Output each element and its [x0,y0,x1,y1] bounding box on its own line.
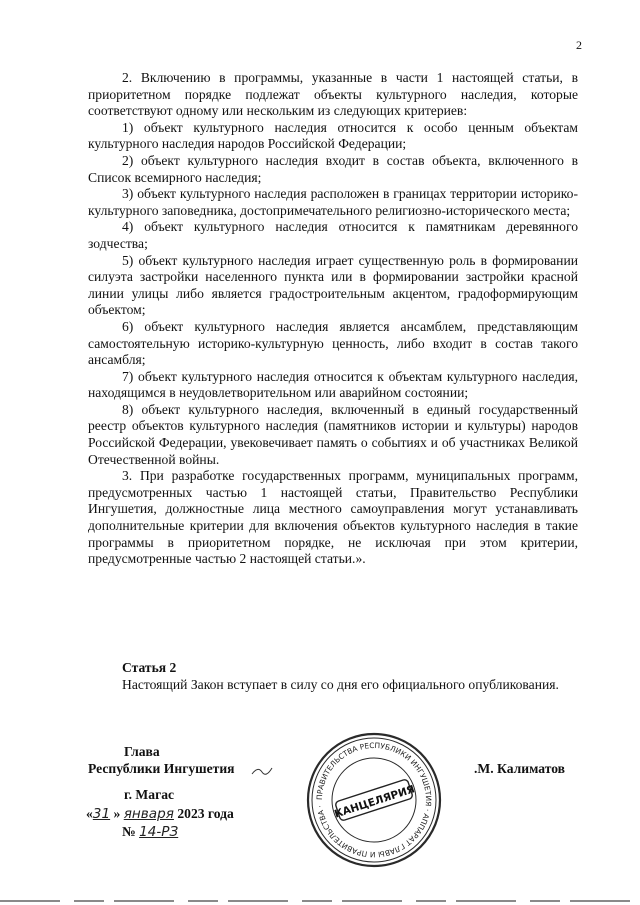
article-2-text: Настоящий Закон вступает в силу со дня его официального опубликования. [122,677,559,692]
criterion-2: 2) объект культурного наследия входит в состав объекта, включенного в Список всемирного наследия; [88,152,578,185]
seal-center-text: КАНЦЕЛЯРИЯ [332,783,417,821]
criterion-8: 8) объект культурного наследия, включенный в единый государственный реестр объектов культурного наследия (памятников истории и культуры) народов Российской Федерации, увековечивает память о событиях и об участниках Великой Отечественной войны. [88,401,578,467]
date-month-handwritten: января [123,806,174,822]
signatory-title-line-2: Республики Ингушетия [88,760,235,776]
date-year: 2023 года [177,806,234,821]
signatory-title-line-1: Глава [124,744,160,759]
criterion-7: 7) объект культурного наследия относится к объектам культурного наследия, находящимся в неудовлетворительном или аварийном состоянии; [88,368,578,401]
criterion-5: 5) объект культурного наследия играет существенную роль в формировании силуэта застройки населенного пункта или в формировании застройки красной линии улицы либо является градостроительным акцентом, градоформирующим объектом; [88,252,578,318]
footer-scan-rule [0,897,640,905]
paragraph-part-2: 2. Включению в программы, указанные в части 1 настоящей статьи, в приоритетном порядке подлежат объекты культурного наследия, которые соответствуют одному или нескольким из следующих критериев: [88,70,578,119]
signing-date [86,806,234,822]
signatory-name: .М. Калиматов [474,761,565,776]
law-number [122,824,178,840]
paragraph-part-3: 3. При разработке государственных программ, муниципальных программ, предусмотренных частью 1 настоящей статьи, Правительство Республики Ингушетия, должностные лица местного самоуправления могут устанавливать дополнительные критерии для включения объектов культурного наследия в такие программы в приоритетном порядке, не исключая при этом критерии, предусмотренные частью 2 настоящей статьи.». [88,468,578,567]
article-2-heading: Статья 2 [122,660,177,675]
criterion-1: 1) объект культурного наследия относится к особо ценным объектам культурного наследия народов Российской Федерации; [88,119,578,152]
handwritten-signature-mark [250,760,280,780]
number-sign: № [122,824,136,839]
date-open-quote: « [86,806,93,821]
document-body [88,70,578,568]
date-close-quote: » [113,806,121,821]
official-seal-stamp [304,730,444,870]
page-number: 2 [576,38,582,52]
law-number-handwritten: 14-РЗ [139,824,179,840]
criterion-3: 3) объект культурного наследия расположен в границах территории историко-культурного заповедника, достопримечательного религиозно-исторического места; [88,186,578,218]
signatory-title [88,744,235,777]
date-day-handwritten: 31 [92,806,111,822]
signing-place: г. Магас [124,787,175,802]
criterion-6: 6) объект культурного наследия является ансамблем, представляющим самостоятельную историко-культурную ценность, либо входит в состав такого ансамбля; [88,318,578,368]
seal-ring-text: ПРАВИТЕЛЬСТВА РЕСПУБЛИКИ ИНГУШЕТИЯ · АППАРАТ ГЛАВЫ И ПРАВИТЕЛЬСТВА · [314,740,434,860]
criterion-4: 4) объект культурного наследия относится к памятникам деревянного зодчества; [88,219,578,251]
